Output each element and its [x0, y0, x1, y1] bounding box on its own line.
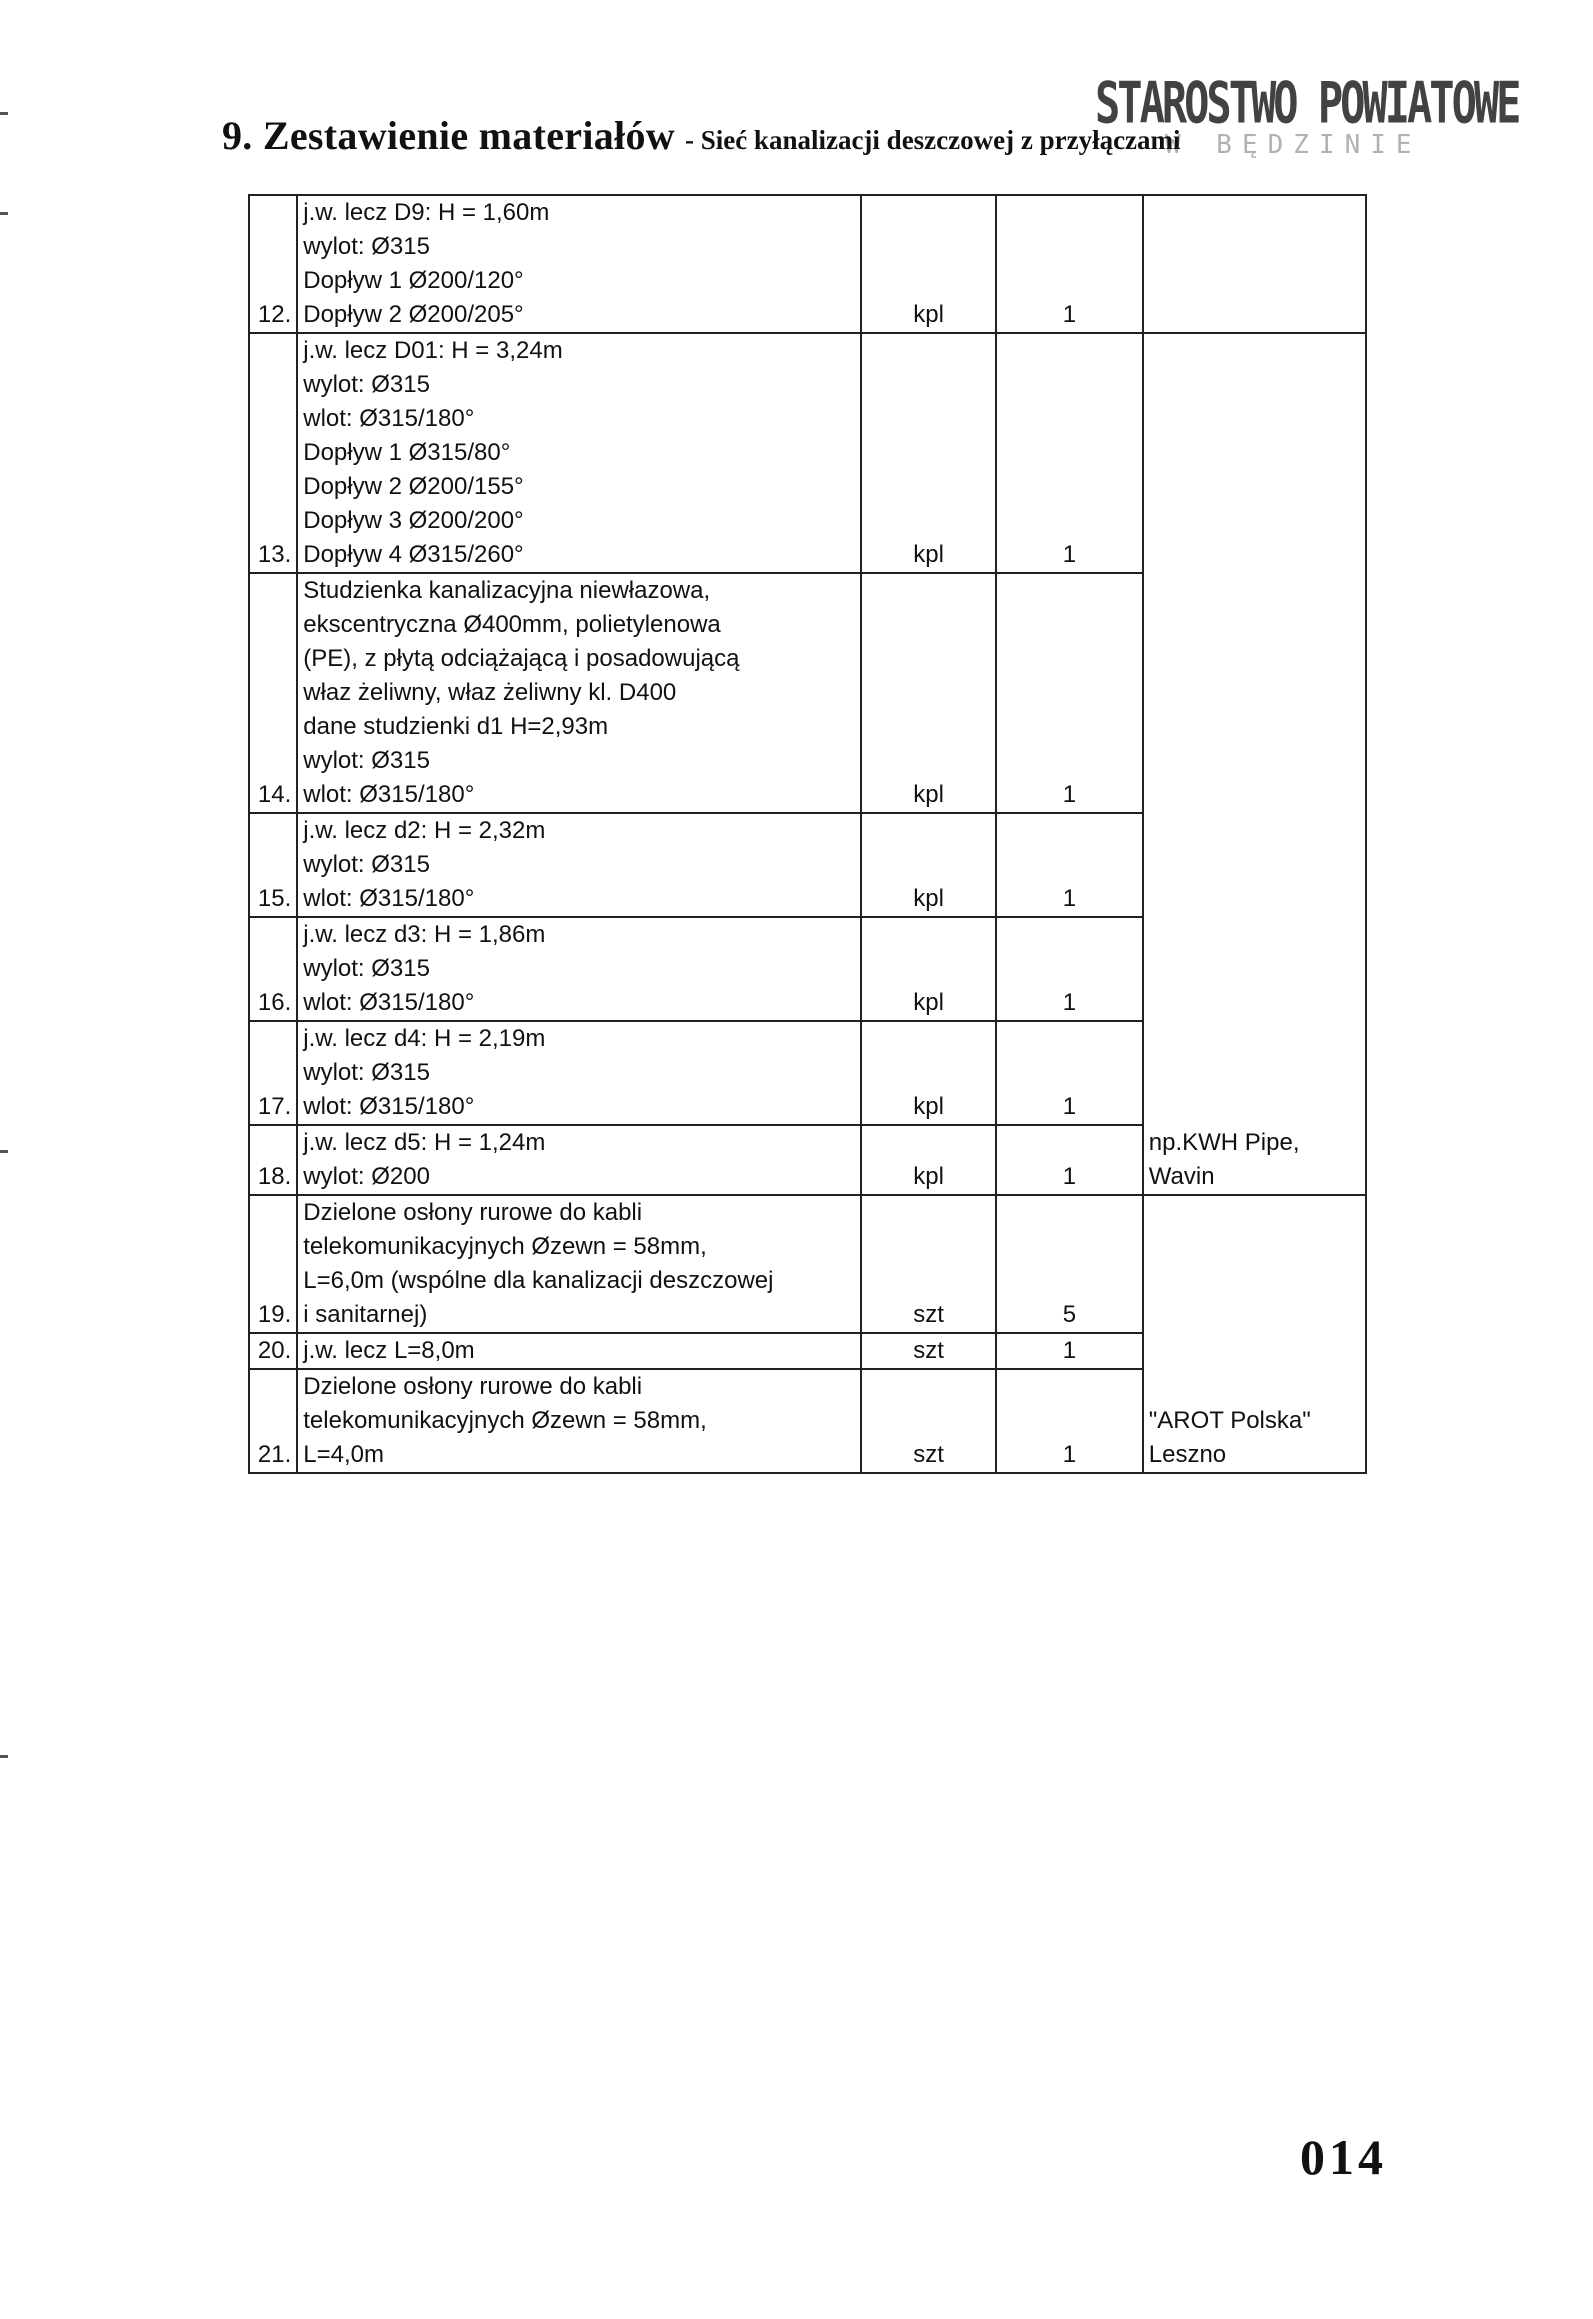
manufacturer-note	[1143, 333, 1366, 1195]
description-line: j.w. lecz d3: H = 1,86m	[303, 921, 546, 948]
row-quantity: 1	[996, 1369, 1143, 1473]
row-description	[297, 1021, 861, 1125]
description-line: i sanitarnej)	[303, 1301, 428, 1328]
manufacturer-note	[1143, 1195, 1366, 1473]
scan-margin-mark	[0, 1150, 8, 1153]
row-number: 21.	[249, 1369, 297, 1473]
row-quantity: 1	[996, 195, 1143, 333]
description-line: telekomunikacyjnych Øzewn = 58mm,	[303, 1233, 707, 1260]
description-line: właz żeliwny, właz żeliwny kl. D400	[303, 679, 677, 706]
row-quantity: 1	[996, 1125, 1143, 1195]
description-line: Dopływ 1 Ø315/80°	[303, 439, 511, 466]
row-number: 16.	[249, 917, 297, 1021]
description-line: wylot: Ø200	[303, 1163, 430, 1190]
row-quantity: 1	[996, 333, 1143, 573]
heading-title: 9. Zestawienie materiałów	[222, 113, 675, 158]
manufacturer-name: "AROT Polska"	[1148, 1407, 1311, 1434]
heading-subtitle: - Sieć kanalizacji deszczowej z przyłączami	[684, 125, 1181, 155]
description-line: wlot: Ø315/180°	[303, 781, 475, 808]
row-quantity: 5	[996, 1195, 1143, 1333]
description-line: wlot: Ø315/180°	[303, 885, 475, 912]
description-line: telekomunikacyjnych Øzewn = 58mm,	[303, 1407, 707, 1434]
row-number: 19.	[249, 1195, 297, 1333]
description-line: Studzienka kanalizacyjna niewłazowa,	[303, 577, 711, 604]
description-line: Dopływ 2 Ø200/205°	[303, 301, 524, 328]
description-line: wlot: Ø315/180°	[303, 989, 475, 1016]
description-line: j.w. lecz L=8,0m	[303, 1337, 475, 1364]
description-line: ekscentryczna Ø400mm, polietylenowa	[303, 611, 721, 638]
table-row	[249, 1195, 1366, 1333]
row-quantity: 1	[996, 917, 1143, 1021]
description-line: Dopływ 2 Ø200/155°	[303, 473, 524, 500]
row-unit: szt	[861, 1369, 996, 1473]
description-line: j.w. lecz d5: H = 1,24m	[303, 1129, 546, 1156]
row-description	[297, 1195, 861, 1333]
description-line: wylot: Ø315	[303, 955, 430, 982]
row-number: 15.	[249, 813, 297, 917]
row-quantity: 1	[996, 1021, 1143, 1125]
stamp-line-1: STAROSTWO POWIATOWE	[1095, 70, 1519, 137]
row-unit: kpl	[861, 195, 996, 333]
page-number: 014	[1300, 2129, 1387, 2185]
description-line: Dopływ 3 Ø200/200°	[303, 507, 524, 534]
description-line: Dzielone osłony rurowe do kabli	[303, 1373, 643, 1400]
table-row	[249, 333, 1366, 573]
materials-table	[248, 194, 1367, 1474]
description-line: wylot: Ø315	[303, 371, 430, 398]
manufacturer-name: Wavin	[1148, 1163, 1215, 1190]
row-description	[297, 1369, 861, 1473]
page-heading	[222, 112, 1181, 159]
manufacturer-name: np.KWH Pipe,	[1148, 1129, 1300, 1156]
scan-margin-mark	[0, 112, 8, 115]
scan-margin-mark	[0, 1755, 8, 1758]
description-line: wylot: Ø315	[303, 747, 430, 774]
description-line: wlot: Ø315/180°	[303, 405, 475, 432]
row-unit: szt	[861, 1333, 996, 1369]
row-number: 20.	[249, 1333, 297, 1369]
description-line: Dzielone osłony rurowe do kabli	[303, 1199, 643, 1226]
row-number: 13.	[249, 333, 297, 573]
row-number: 17.	[249, 1021, 297, 1125]
row-unit: kpl	[861, 333, 996, 573]
description-line: j.w. lecz d2: H = 2,32m	[303, 817, 546, 844]
description-line: j.w. lecz D01: H = 3,24m	[303, 337, 563, 364]
description-line: wylot: Ø315	[303, 1059, 430, 1086]
description-line: L=6,0m (wspólne dla kanalizacji deszczowej	[303, 1267, 774, 1294]
description-line: wylot: Ø315	[303, 233, 430, 260]
row-unit: kpl	[861, 1021, 996, 1125]
row-description	[297, 195, 861, 333]
description-line: Dopływ 4 Ø315/260°	[303, 541, 524, 568]
row-number: 12.	[249, 195, 297, 333]
row-description	[297, 573, 861, 813]
row-description	[297, 917, 861, 1021]
description-line: (PE), z płytą odciążającą i posadowującą	[303, 645, 740, 672]
row-quantity: 1	[996, 1333, 1143, 1369]
table-row	[249, 195, 1366, 333]
row-number: 18.	[249, 1125, 297, 1195]
description-line: wlot: Ø315/180°	[303, 1093, 475, 1120]
row-description	[297, 1333, 861, 1369]
row-unit: kpl	[861, 573, 996, 813]
description-line: j.w. lecz D9: H = 1,60m	[303, 199, 550, 226]
description-line: j.w. lecz d4: H = 2,19m	[303, 1025, 546, 1052]
row-unit: szt	[861, 1195, 996, 1333]
row-quantity: 1	[996, 573, 1143, 813]
scan-margin-mark	[0, 212, 8, 215]
description-line: Dopływ 1 Ø200/120°	[303, 267, 524, 294]
row-quantity: 1	[996, 813, 1143, 917]
row-unit: kpl	[861, 1125, 996, 1195]
description-line: dane studzienki d1 H=2,93m	[303, 713, 609, 740]
stamp-line-2: W BĘDZINIE	[1165, 130, 1422, 160]
row-description	[297, 1125, 861, 1195]
row-unit: kpl	[861, 917, 996, 1021]
row-description	[297, 333, 861, 573]
row-description	[297, 813, 861, 917]
row-note-empty	[1143, 195, 1366, 333]
description-line: L=4,0m	[303, 1441, 384, 1468]
row-unit: kpl	[861, 813, 996, 917]
row-number: 14.	[249, 573, 297, 813]
official-stamp	[1095, 70, 1519, 170]
description-line: wylot: Ø315	[303, 851, 430, 878]
manufacturer-name: Leszno	[1148, 1441, 1227, 1468]
